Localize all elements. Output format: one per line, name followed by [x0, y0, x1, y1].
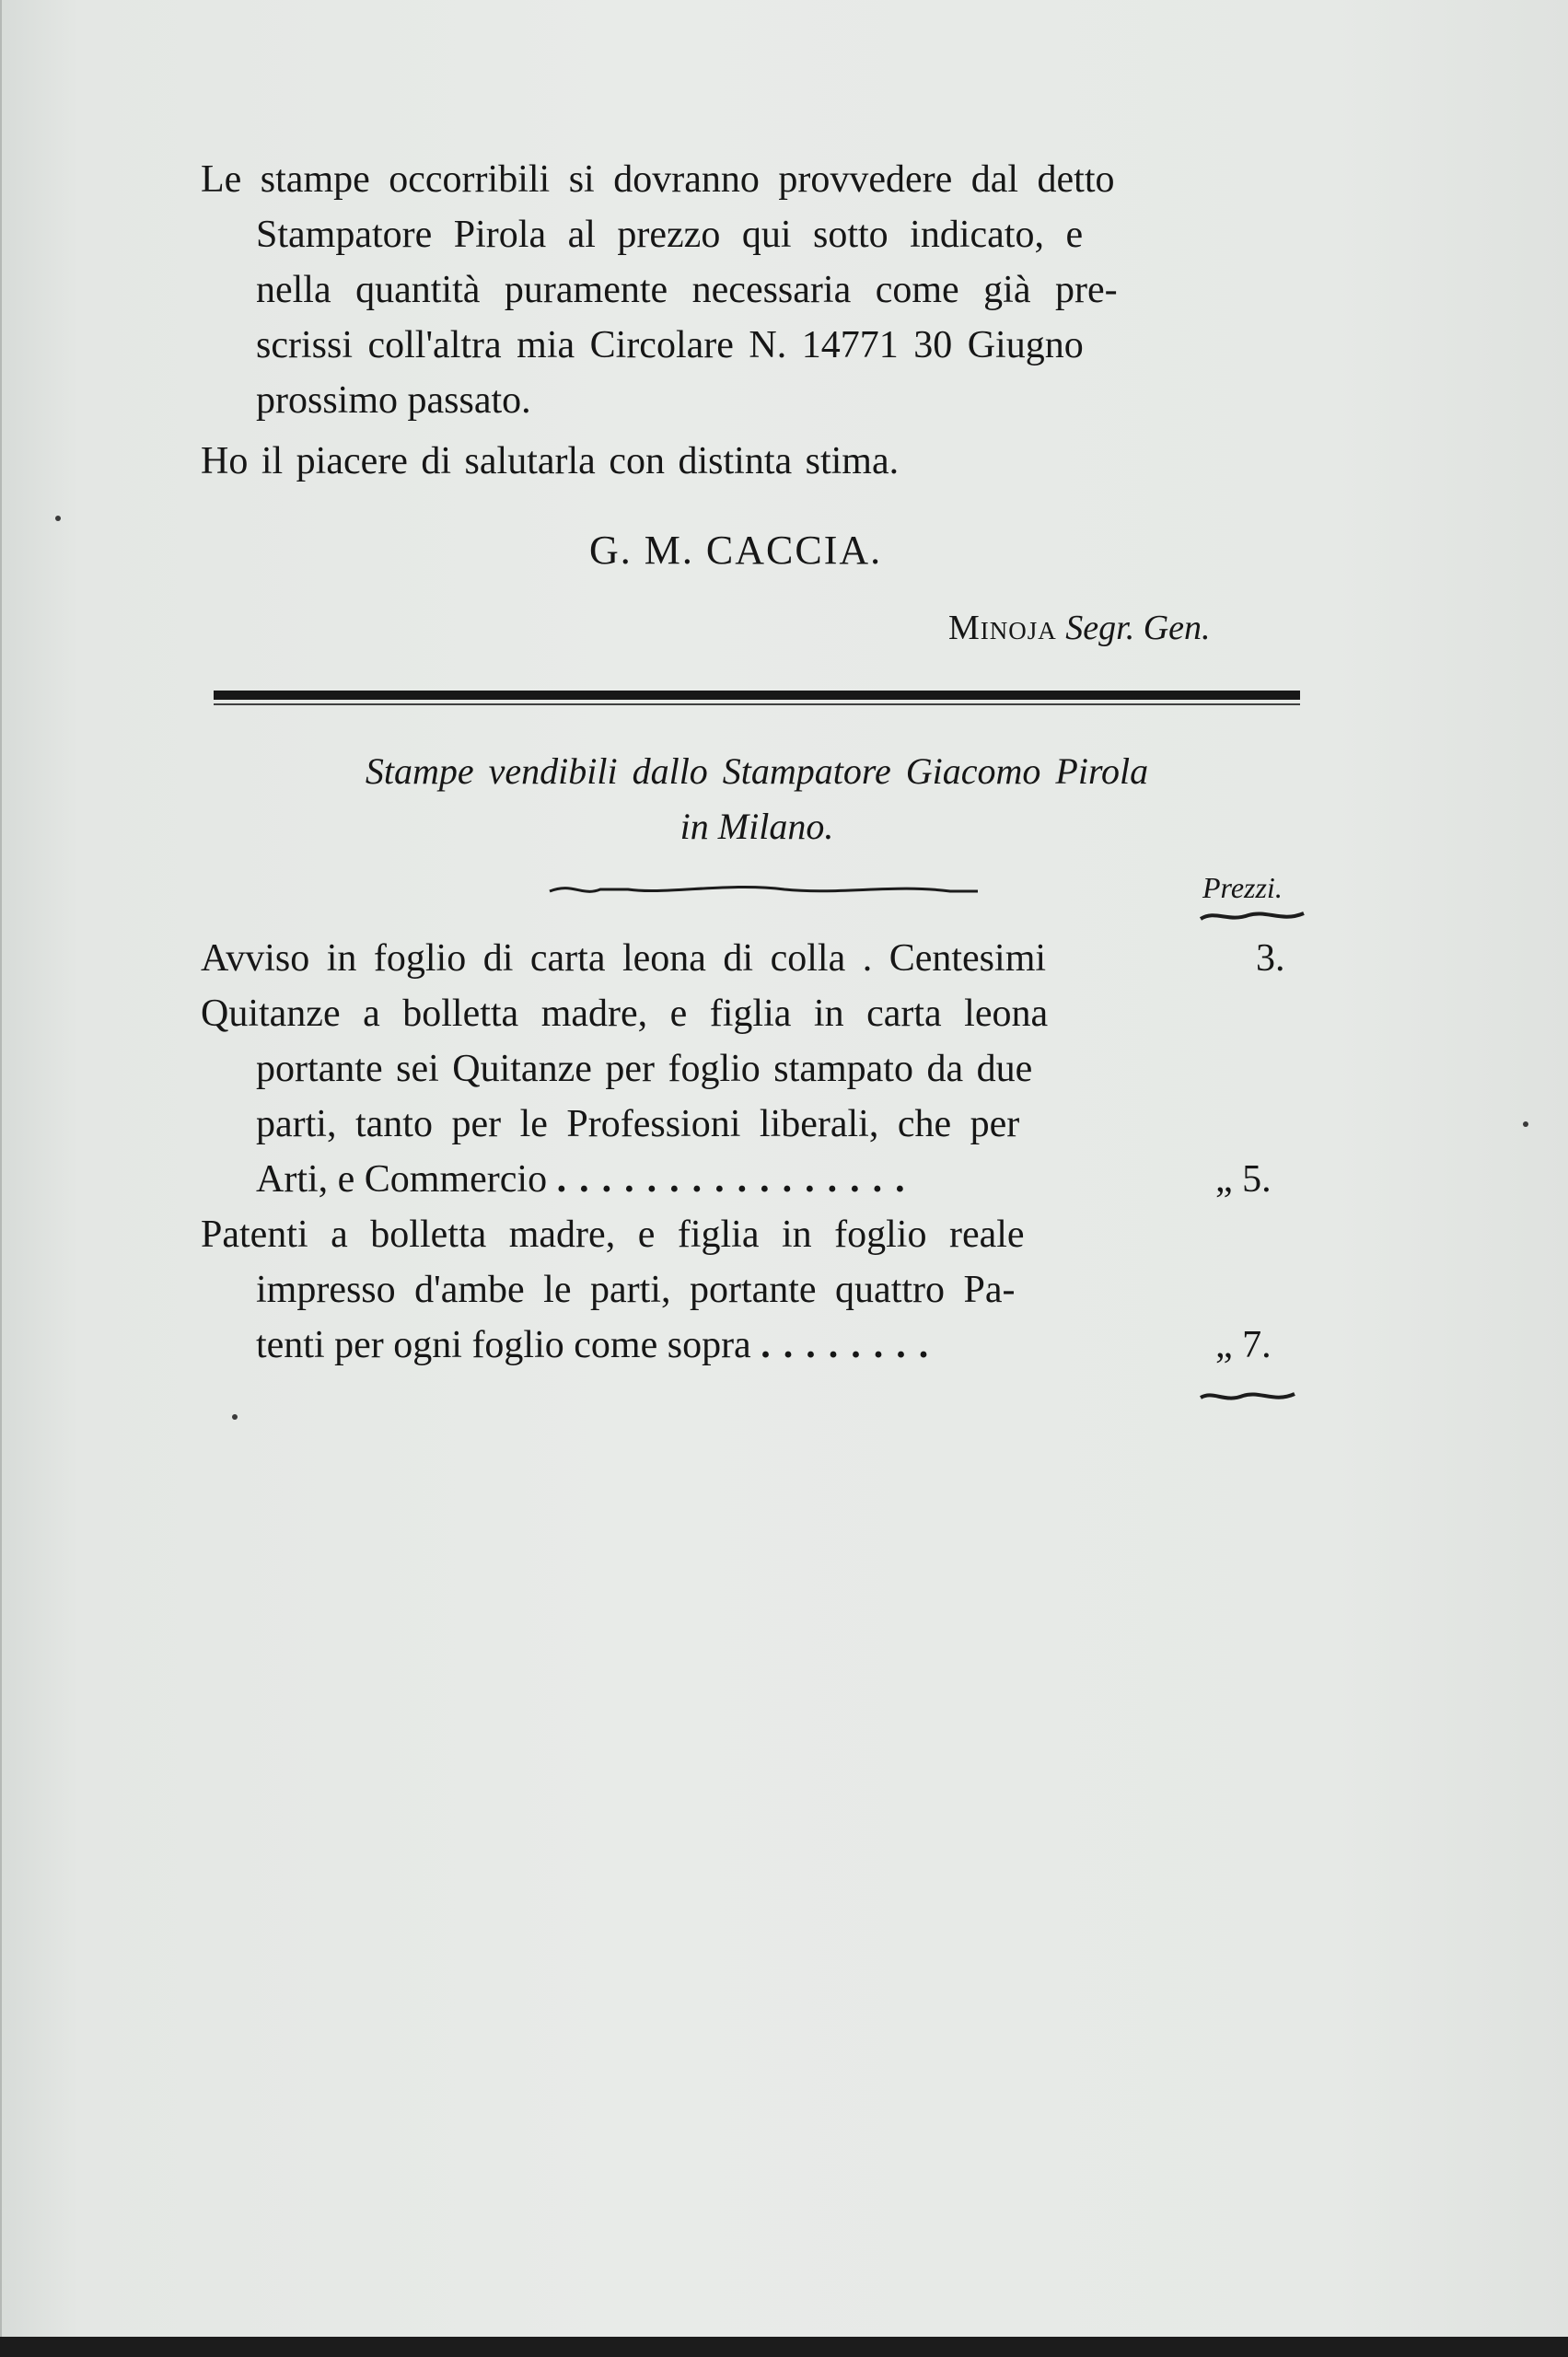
letter-closing: Ho il piacere di salutarla con distinta stima.: [201, 440, 900, 482]
prices-column-header: Prezzi.: [1202, 871, 1283, 904]
paper-speck: [232, 1414, 238, 1420]
price-item-3-line-1: Patenti a bolletta madre, e figlia in foglio reale: [201, 1213, 1025, 1256]
countersign-title: Segr. Gen.: [1065, 609, 1211, 647]
paper-speck: [55, 516, 61, 521]
price-item-2-line-4-text: Arti, e Commercio: [256, 1158, 548, 1201]
price-item-2-line-1: Quitanze a bolletta madre, e figlia in carta leona: [201, 993, 1049, 1035]
decorative-swash-end: [1197, 1388, 1298, 1405]
price-item-3-line-3: [256, 1322, 941, 1368]
signature-name: G. M. CACCIA.: [589, 528, 883, 573]
paper-speck: [1523, 1121, 1528, 1127]
decorative-swash-center: [545, 875, 987, 902]
price-item-2-leader: ................: [556, 1158, 918, 1201]
price-list-heading-line-2: in Milano.: [679, 806, 834, 847]
price-item-2-line-3: parti, tanto per le Professioni liberali, che per: [256, 1103, 1020, 1145]
price-list-heading-line-1: Stampe vendibili dallo Stampatore Giacomo Pirola: [365, 750, 1149, 792]
page-edge-shadow: [0, 0, 2, 2337]
letter-line-5: prossimo passato.: [256, 379, 531, 422]
letter-line-4: scrissi coll'altra mia Circolare N. 14771 30 Giugno: [256, 324, 1084, 366]
section-divider-thin: [214, 703, 1300, 705]
price-item-2-value: „ 5.: [1215, 1158, 1272, 1201]
section-divider: [214, 691, 1300, 700]
price-item-2-line-4: [256, 1156, 918, 1202]
price-item-3-leader: ........: [761, 1324, 942, 1366]
price-item-3-value: „ 7.: [1215, 1324, 1272, 1366]
price-item-1-line-1: Avviso in foglio di carta leona di colla . Centesimi: [201, 937, 1047, 980]
price-item-2-line-2: portante sei Quitanze per foglio stampato da due: [256, 1048, 1033, 1090]
letter-line-3: nella quantità puramente necessaria come già pre-: [256, 269, 1118, 311]
decorative-swash-prezzi: [1197, 908, 1307, 924]
letter-line-1: Le stampe occorribili si dovranno provvedere dal detto: [201, 158, 1115, 201]
countersignature: [948, 608, 1211, 648]
price-item-1-value: 3.: [1256, 937, 1285, 980]
price-item-3-line-2: impresso d'ambe le parti, portante quattro Pa-: [256, 1269, 1016, 1311]
letter-line-2: Stampatore Pirola al prezzo qui sotto indicato, e: [256, 214, 1084, 256]
price-item-3-line-3-text: tenti per ogni foglio come sopra: [256, 1324, 751, 1366]
countersign-name: Minoja: [948, 609, 1057, 647]
